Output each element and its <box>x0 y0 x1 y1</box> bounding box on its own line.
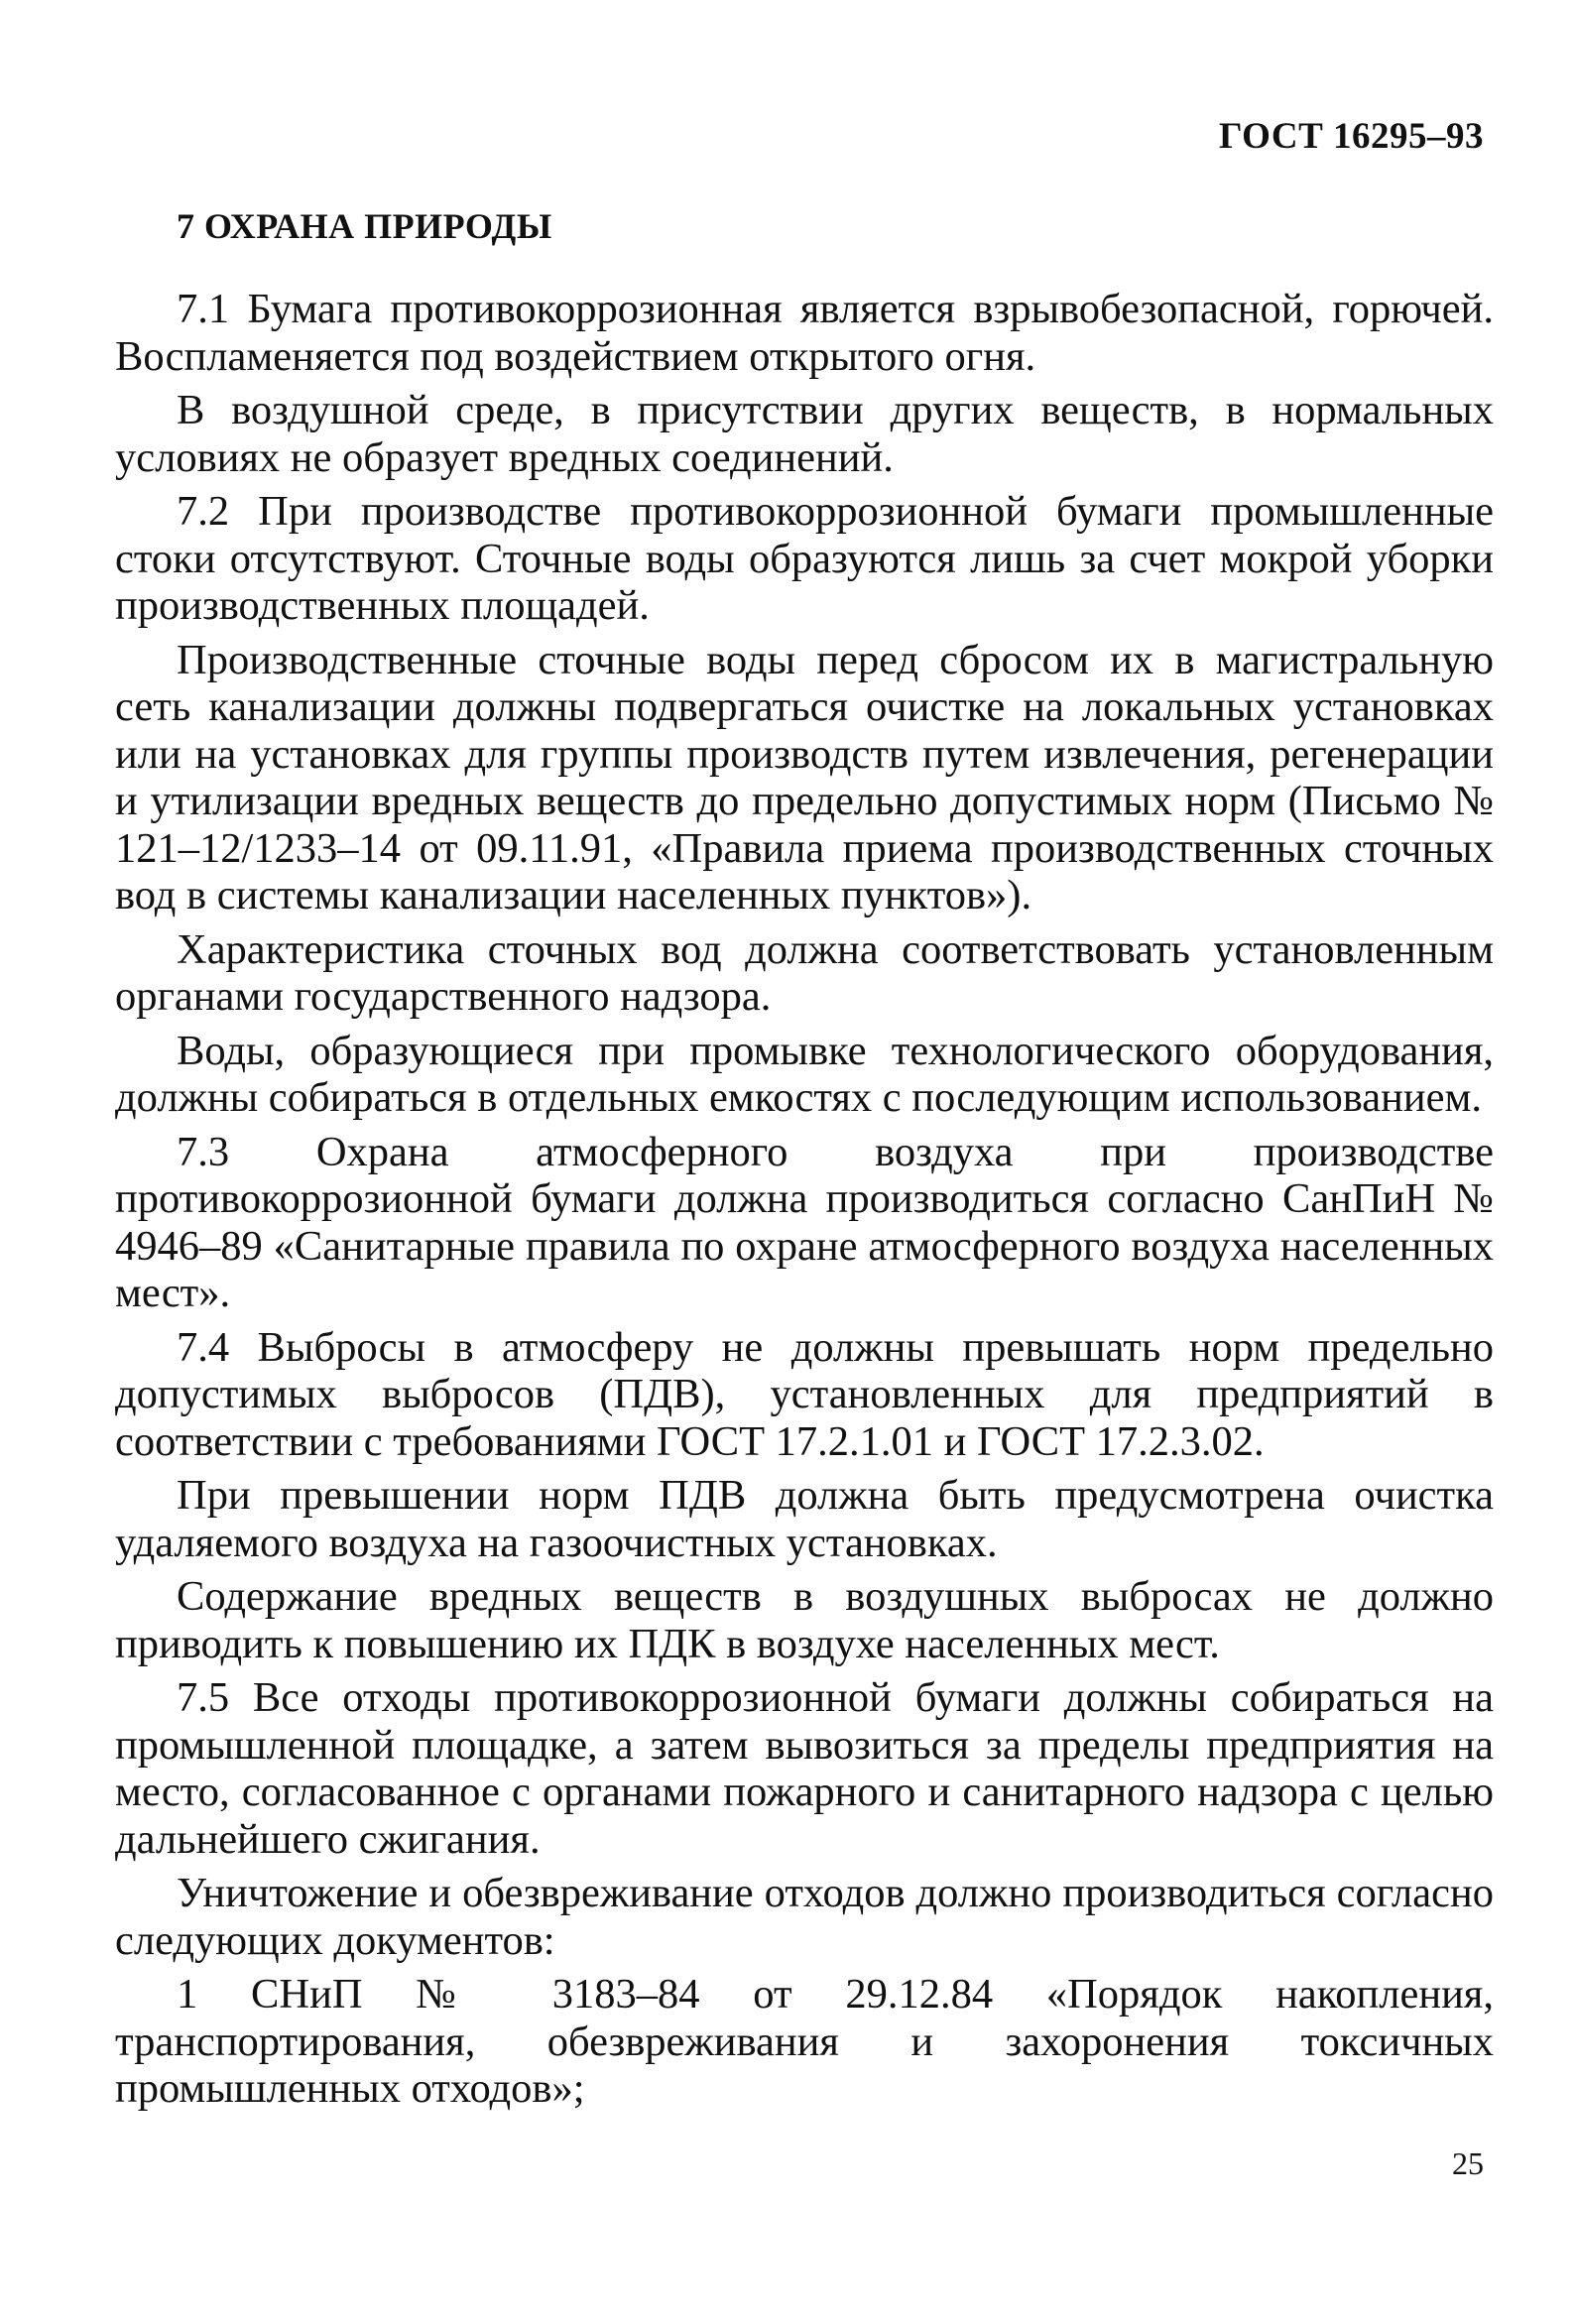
paragraph: При превышении норм ПДВ должна быть предусмотрена очистка удаляемого воздуха на газоочистных установках. <box>115 1472 1494 1566</box>
body-text <box>115 286 1494 2120</box>
page-number: 25 <box>1452 2145 1484 2181</box>
standard-header: ГОСТ 16295–93 <box>1219 116 1484 157</box>
paragraph: Уничтожение и обезвреживание отходов должно производиться согласно следующих документов: <box>115 1870 1494 1964</box>
section-title: 7 ОХРАНА ПРИРОДЫ <box>177 206 552 246</box>
paragraph: 1 СНиП № 3183–84 от 29.12.84 «Порядок накопления, транспортирования, обезвреживания и захоронения токсичных промышленных отходов»; <box>115 1971 1494 2112</box>
paragraph: 7.4 Выбросы в атмосферу не должны превышать норм предельно допустимых выбросов (ПДВ), установленных для предприятий в соответствии с требованиями ГОСТ 17.2.1.01 и ГОСТ 17.2.3.02. <box>115 1323 1494 1465</box>
paragraph: Характеристика сточных вод должна соответствовать установленным органами государственного надзора. <box>115 925 1494 1020</box>
paragraph: Содержание вредных веществ в воздушных выбросах не должно приводить к повышению их ПДК в воздухе населенных мест. <box>115 1573 1494 1667</box>
paragraph: Воды, образующиеся при промывке технологического оборудования, должны собираться в отдельных емкостях с последующим использованием. <box>115 1027 1494 1121</box>
paragraph: 7.2 При производстве противокоррозионной бумаги промышленные стоки отсутствуют. Сточные воды образуются лишь за счет мокрой уборки производственных площадей. <box>115 488 1494 629</box>
paragraph: 7.5 Все отходы противокоррозионной бумаги должны собираться на промышленной площадке, а затем вывозиться за пределы предприятия на место, согласованное с органами пожарного и санитарного надзора с целью дальнейшего сжигания. <box>115 1674 1494 1863</box>
paragraph: 7.3 Охрана атмосферного воздуха при производстве противокоррозионной бумаги должна производиться согласно СанПиН № 4946–89 «Санитарные правила по охране атмосферного воздуха населенных мест». <box>115 1128 1494 1316</box>
paragraph: В воздушной среде, в присутствии других веществ, в нормальных условиях не образует вредных соединений. <box>115 387 1494 481</box>
paragraph: 7.1 Бумага противокоррозионная является взрывобезопасной, горючей. Воспламеняется под воздействием открытого огня. <box>115 286 1494 380</box>
paragraph: Производственные сточные воды перед сбросом их в магистральную сеть канализации должны подвергаться очистке на локальных установках или на установках для группы производств путем извлечения, регенерации и утилизации вредных веществ до предельно допустимых норм (Письмо № 121–12/1233–14 от 09.11.91, «Правила приема производственных сточных вод в системы канализации населенных пунктов»). <box>115 636 1494 918</box>
